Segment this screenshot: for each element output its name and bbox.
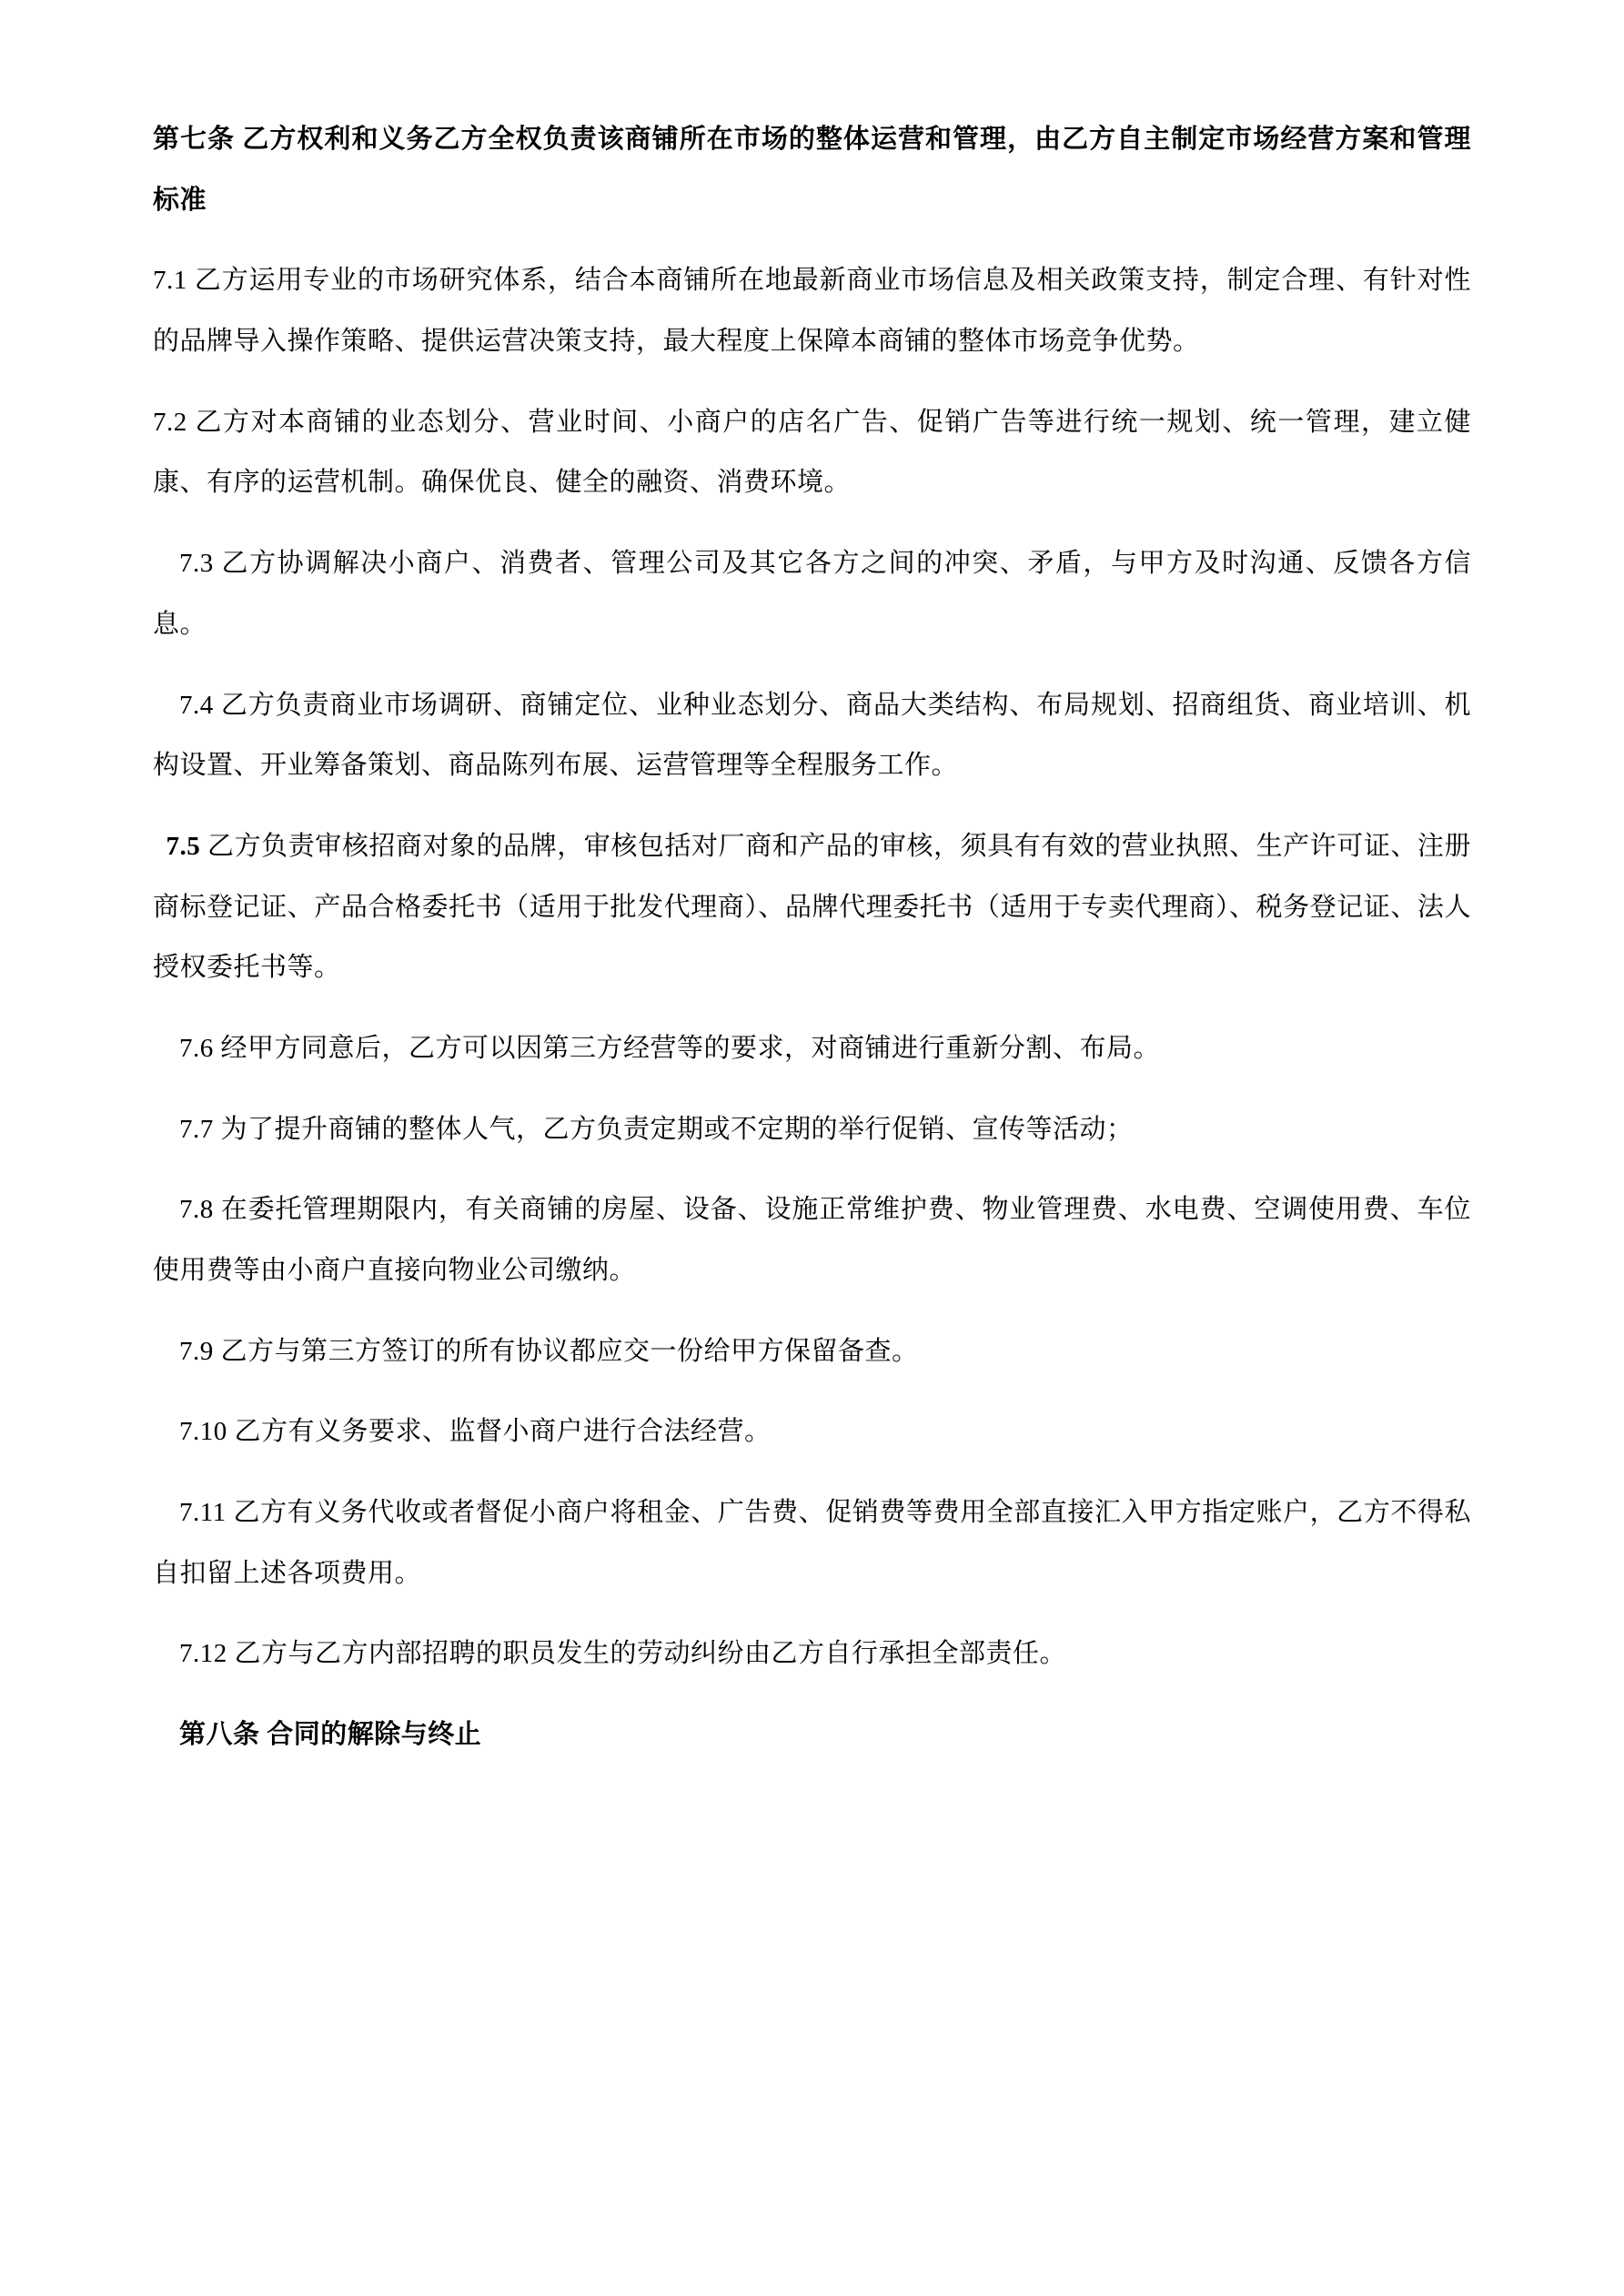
clause-7-12: 7.12 乙方与乙方内部招聘的职员发生的劳动纠纷由乙方自行承担全部责任。 <box>179 1639 1067 1669</box>
clause-7-5: 7.5 乙方负责审核招商对象的品牌，审核包括对厂商和产品的审核，须具有有效的营业执照、生产许可证、注册商标登记证、产品合格委托书（适用于批发代理商）、品牌代理委托书（适用于专卖代理商）、税务登记证、法人授权委托书等。 <box>153 831 1471 983</box>
clause-7-8: 7.8 在委托管理期限内，有关商铺的房屋、设备、设施正常维护费、物业管理费、水电费、空调使用费、车位使用费等由小商户直接向物业公司缴纳。 <box>153 1195 1471 1285</box>
clause-7-5-number: 7.5 <box>166 831 201 861</box>
clause-7-10: 7.10 乙方有义务要求、监督小商户进行合法经营。 <box>179 1417 772 1447</box>
clause-7-2: 7.2 乙方对本商铺的业态划分、营业时间、小商户的店名广告、促销广告等进行统一规划、统一管理，建立健康、有序的运营机制。确保优良、健全的融资、消费环境。 <box>153 407 1471 498</box>
clause-7-9: 7.9 乙方与第三方签订的所有协议都应交一份给甲方保留备查。 <box>179 1336 919 1366</box>
clause-7-4: 7.4 乙方负责商业市场调研、商铺定位、业种业态划分、商品大类结构、布局规划、招商组货、商业培训、机构设置、开业筹备策划、商品陈列布展、运营管理等全程服务工作。 <box>153 690 1471 781</box>
clause-7-11: 7.11 乙方有义务代收或者督促小商户将租金、广告费、促销费等费用全部直接汇入甲方指定账户，乙方不得私自扣留上述各项费用。 <box>153 1498 1471 1588</box>
article-8-heading: 第八条 合同的解除与终止 <box>179 1720 482 1750</box>
clause-7-3: 7.3 乙方协调解决小商户、消费者、管理公司及其它各方之间的冲突、矛盾，与甲方及时沟通、反馈各方信息。 <box>153 549 1471 639</box>
clause-7-1: 7.1 乙方运用专业的市场研究体系，结合本商铺所在地最新商业市场信息及相关政策支持，制定合理、有针对性的品牌导入操作策略、提供运营决策支持，最大程度上保障本商铺的整体市场竞争优势。 <box>153 266 1471 357</box>
article-7-heading: 第七条 乙方权利和义务乙方全权负责该商铺所在市场的整体运营和管理，由乙方自主制定市场经营方案和管理标准 <box>153 125 1471 215</box>
clause-7-7: 7.7 为了提升商铺的整体人气，乙方负责定期或不定期的举行促销、宣传等活动； <box>179 1114 1134 1144</box>
clause-7-6: 7.6 经甲方同意后，乙方可以因第三方经营等的要求，对商铺进行重新分割、布局。 <box>179 1033 1161 1063</box>
